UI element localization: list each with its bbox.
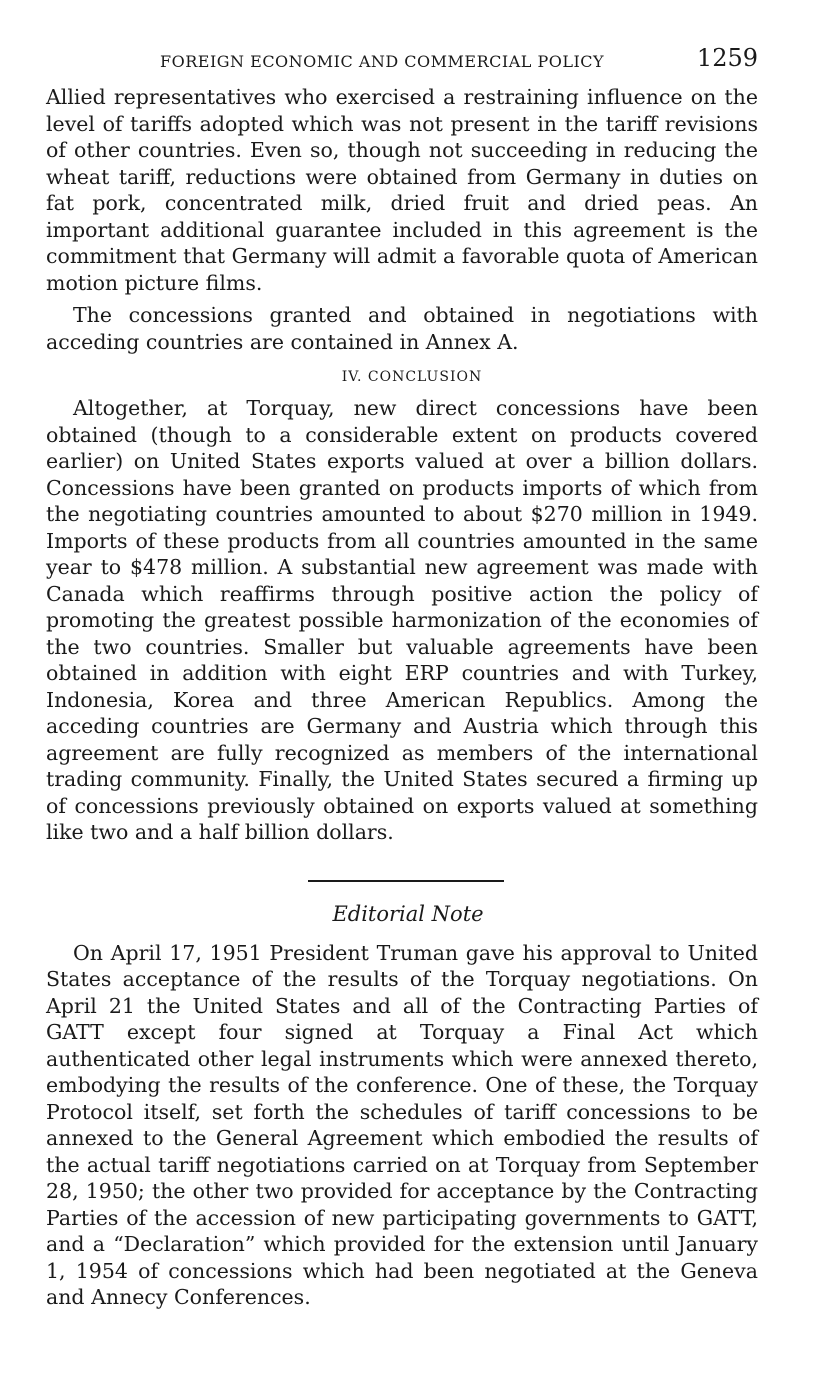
document-page [46,40,758,1311]
body-paragraph-continued: Allied representatives who exercised a restraining influence on the level of tariffs adopted which was not present in the tariff revisions of other countries. Even so, though not succeeding in reducing the wheat tariff, reductions were obtained from Germany in duties on fat pork, concentrated milk, dried fruit and dried peas. An important additional guarantee included in this agreement is the commitment that Germany will admit a favorable quota of American motion picture films. [46,85,758,295]
editorial-note-heading: Editorial Note [332,901,484,926]
running-title: FOREIGN ECONOMIC AND COMMERCIAL POLICY [160,52,605,71]
running-header [46,40,758,84]
page-number: 1259 [696,44,758,72]
editorial-note-paragraph: On April 17, 1951 President Truman gave his approval to United States acceptance of the results of the Torquay negotiations. On April 21 the United States and all of the Contracting Parties of GATT except four signed at Torquay a Final Act which authenticated other legal instruments which were annexed thereto, embodying the results of the conference. One of these, the Torquay Protocol itself, set forth the schedules of tariff concessions to be annexed to the General Agreement which embodied the results of the actual tariff negotiations carried on at Torquay from September 28, 1950; the other two provided for acceptance by the Contracting Parties of the accession of new participating governments to GATT, and a “Declaration” which provided for the extension until January 1, 1954 of concessions which had been negotiated at the Geneva and Annecy Conferences. [46,940,758,1309]
body-paragraph-conclusion: Altogether, at Torquay, new direct concessions have been obtained (though to a considerable extent on products covered earlier) on United States exports valued at over a billion dollars. Concessions have been granted on products imports of which from the negotiating countries amounted to about $270 million in 1949. Imports of these products from all countries amounted in the same year to $478 million. A substantial new agreement was made with Canada which reaffirms through positive action the policy of promoting the greatest possible harmonization of the economies of the two countries. Smaller but valuable agreements have been obtained in addition with eight ERP countries and with Turkey, Indonesia, Korea and three American Republics. Among the acceding countries are Germany and Austria which through this agreement are fully recognized as members of the international trading community. Finally, the United States secured a firming up of concessions previously obtained on exports valued at something like two and a half billion dollars. [46,396,758,844]
section-heading-conclusion: IV. CONCLUSION [341,369,483,385]
section-divider [308,880,504,882]
body-paragraph-annex: The concessions granted and obtained in negotiations with acceding countries are contained in Annex A. [46,303,758,354]
